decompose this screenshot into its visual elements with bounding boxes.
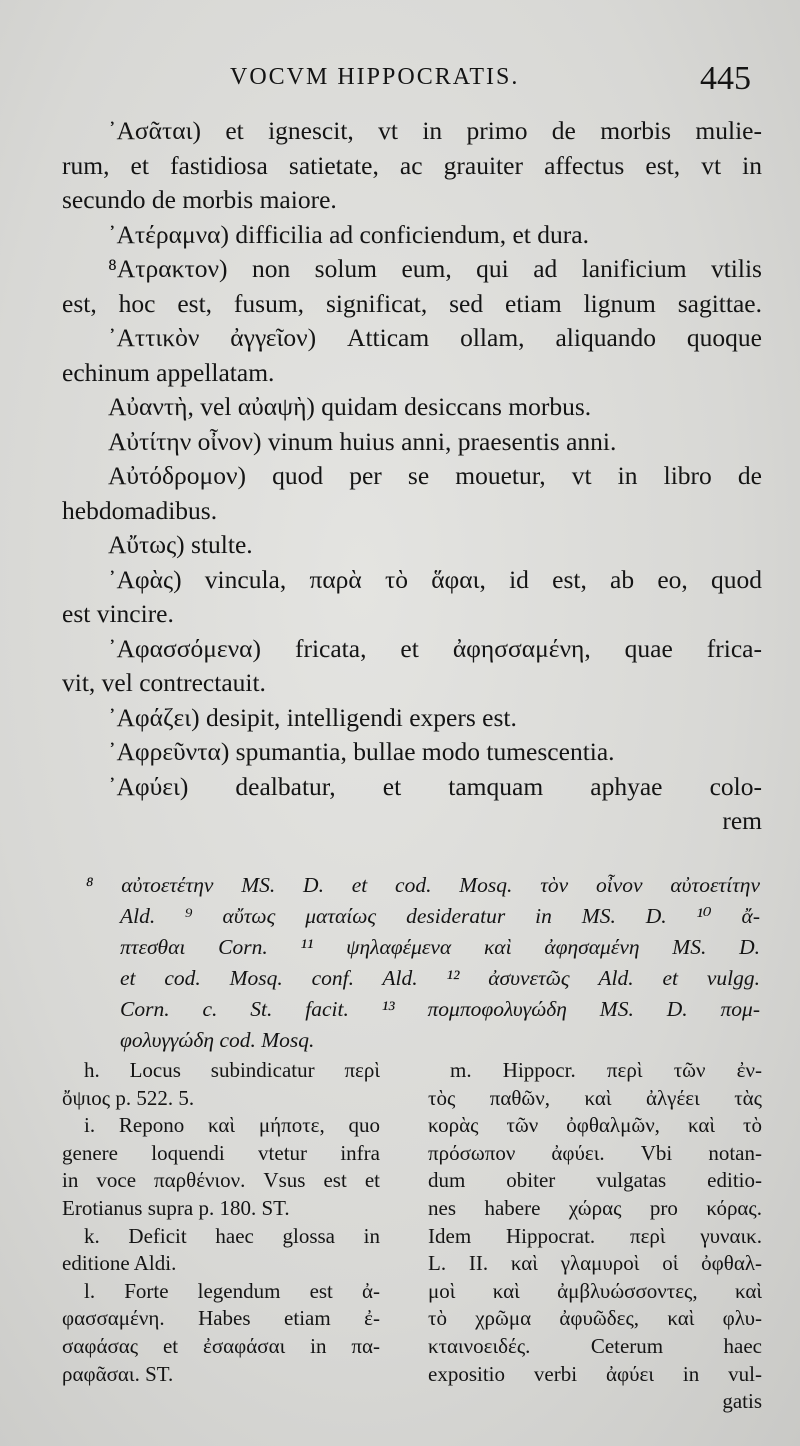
footnote-line: ⁸ αὐτοετέτην MS. D. et cod. Mosq. τὸν οἶνον αὐτοετίτην	[86, 873, 760, 897]
annotation-line: expositio verbi ἀφύει in vul-	[428, 1361, 762, 1386]
annotation-line: h. Locus subindicatur περὶ	[84, 1058, 380, 1082]
footnote-line: et cod. Mosq. conf. Ald. ¹² ἀσυνετῶς Ald. et vulgg.	[120, 966, 760, 990]
annotations-right-column	[428, 1057, 762, 1416]
annotation-line: κορὰς τῶν ὀφθαλμῶν, καὶ τὸ	[428, 1113, 762, 1138]
text-line: echinum appellatam.	[62, 357, 275, 387]
text-line: ᾿Αφασσόμενα) fricata, et ἀφησσαμένη, quae frica-	[108, 633, 762, 663]
annotation-line: gatis	[722, 1389, 762, 1414]
text-line: Αὐτόδρομον) quod per se mouetur, vt in libro de	[108, 461, 762, 490]
annotation-line: φασσαμένη. Habes etiam ἐ-	[62, 1306, 380, 1331]
annotation-line: σαφάσας et ἐσαφάσαι in πα-	[62, 1333, 380, 1358]
footnote-line: φολυγγώδη cod. Mosq.	[120, 1028, 315, 1052]
text-line: rem	[722, 806, 762, 835]
main-text-body	[62, 114, 762, 839]
annotation-line: in voce παρθένιον. Vsus est et	[62, 1168, 380, 1193]
text-line: ᾿Αφύει) dealbatur, et tamquam aphyae colo-	[108, 771, 762, 801]
running-title: VOCVM HIPPOCRATIS.	[230, 64, 520, 90]
annotation-line: k. Deficit haec glossa in	[84, 1223, 380, 1248]
annotation-line: dum obiter vulgatas editio-	[428, 1168, 762, 1193]
text-line: Αὐτίτην οἶνον) vinum huius anni, praesentis anni.	[108, 426, 617, 456]
text-line: secundo de morbis maiore.	[62, 185, 337, 214]
text-line: ᾿Αφρεῦντα) spumantia, bullae modo tumescentia.	[108, 737, 615, 766]
annotation-line: κταινοειδές. Ceterum haec	[428, 1333, 762, 1358]
footnote-line: Corn. c. St. facit. ¹³ πομποφολυγώδη MS. D. πομ-	[120, 997, 760, 1021]
footnote-line: πτεσθαι Corn. ¹¹ ψηλαφέμενα καὶ ἀφησαμένη MS. D.	[120, 935, 760, 959]
annotation-line: πρόσωπον ἀφύει. Vbi notan-	[428, 1140, 762, 1165]
text-line: Αὔτως) stulte.	[108, 530, 253, 559]
annotation-line: editione Aldi.	[62, 1251, 177, 1276]
text-line: ᾿Αφάζει) desipit, intelligendi expers est.	[108, 702, 517, 732]
annotations-left-column	[62, 1057, 380, 1388]
annotation-line: Erotianus supra p. 180. ST.	[62, 1195, 290, 1220]
text-line: ᾿Αφὰς) vincula, παρὰ τὸ ἅφαι, id est, ab eo, quod	[108, 564, 762, 594]
annotation-line: Idem Hippocrat. περὶ γυναικ.	[428, 1223, 762, 1248]
text-line: ᾿Ατέραμνα) difficilia ad conficiendum, et dura.	[108, 219, 589, 249]
annotation-line: i. Repono καὶ μήποτε, quo	[84, 1113, 380, 1138]
text-line: Αὐαντὴ, vel αὐαψὴ) quidam desiccans morbus.	[108, 392, 592, 421]
text-line: vit, vel contrectauit.	[62, 668, 266, 697]
text-line: ⁸Ατρακτον) non solum eum, qui ad lanificium vtilis	[108, 254, 762, 283]
page-header	[0, 60, 800, 100]
annotation-line: μοὶ καὶ ἀμβλυώσσοντες, καὶ	[428, 1278, 762, 1303]
footnotes	[86, 870, 760, 1056]
annotation-line: τὸ χρῶμα ἀφυῶδες, καὶ φλυ-	[428, 1306, 762, 1331]
footnote-line: Ald. ⁹ αὔτως ματαίως desideratur in MS. D. ¹⁰ ἄ-	[120, 904, 760, 928]
annotation-line: L. II. καὶ γλαμυροὶ οἱ ὀφθαλ-	[428, 1251, 762, 1276]
annotation-line: ραφᾶσαι. ST.	[62, 1361, 174, 1386]
page-number: 445	[700, 60, 751, 97]
text-line: est vincire.	[62, 599, 174, 628]
annotation-line: nes habere χώρας pro κόρας.	[428, 1195, 762, 1220]
annotation-line: l. Forte legendum est ἀ-	[84, 1278, 380, 1303]
annotation-line: m. Hippocr. περὶ τῶν ἐν-	[450, 1058, 762, 1082]
annotation-line: ὄψιος p. 522. 5.	[62, 1085, 195, 1110]
text-line: rum, et fastidiosa satietate, ac grauiter affectus est, vt in	[62, 150, 762, 180]
annotation-line: τὸς παθῶν, καὶ ἀλγέει τὰς	[428, 1085, 762, 1110]
text-line: est, hoc est, fusum, significat, sed etiam lignum sagittae.	[62, 288, 762, 318]
text-line: ᾿Ασᾶται) et ignescit, vt in primo de morbis mulie-	[108, 116, 762, 145]
text-line: ᾿Αττικὸν ἀγγεῖον) Atticam ollam, aliquando quoque	[108, 323, 762, 352]
annotation-line: genere loquendi vtetur infra	[62, 1140, 380, 1165]
text-line: hebdomadibus.	[62, 495, 218, 525]
